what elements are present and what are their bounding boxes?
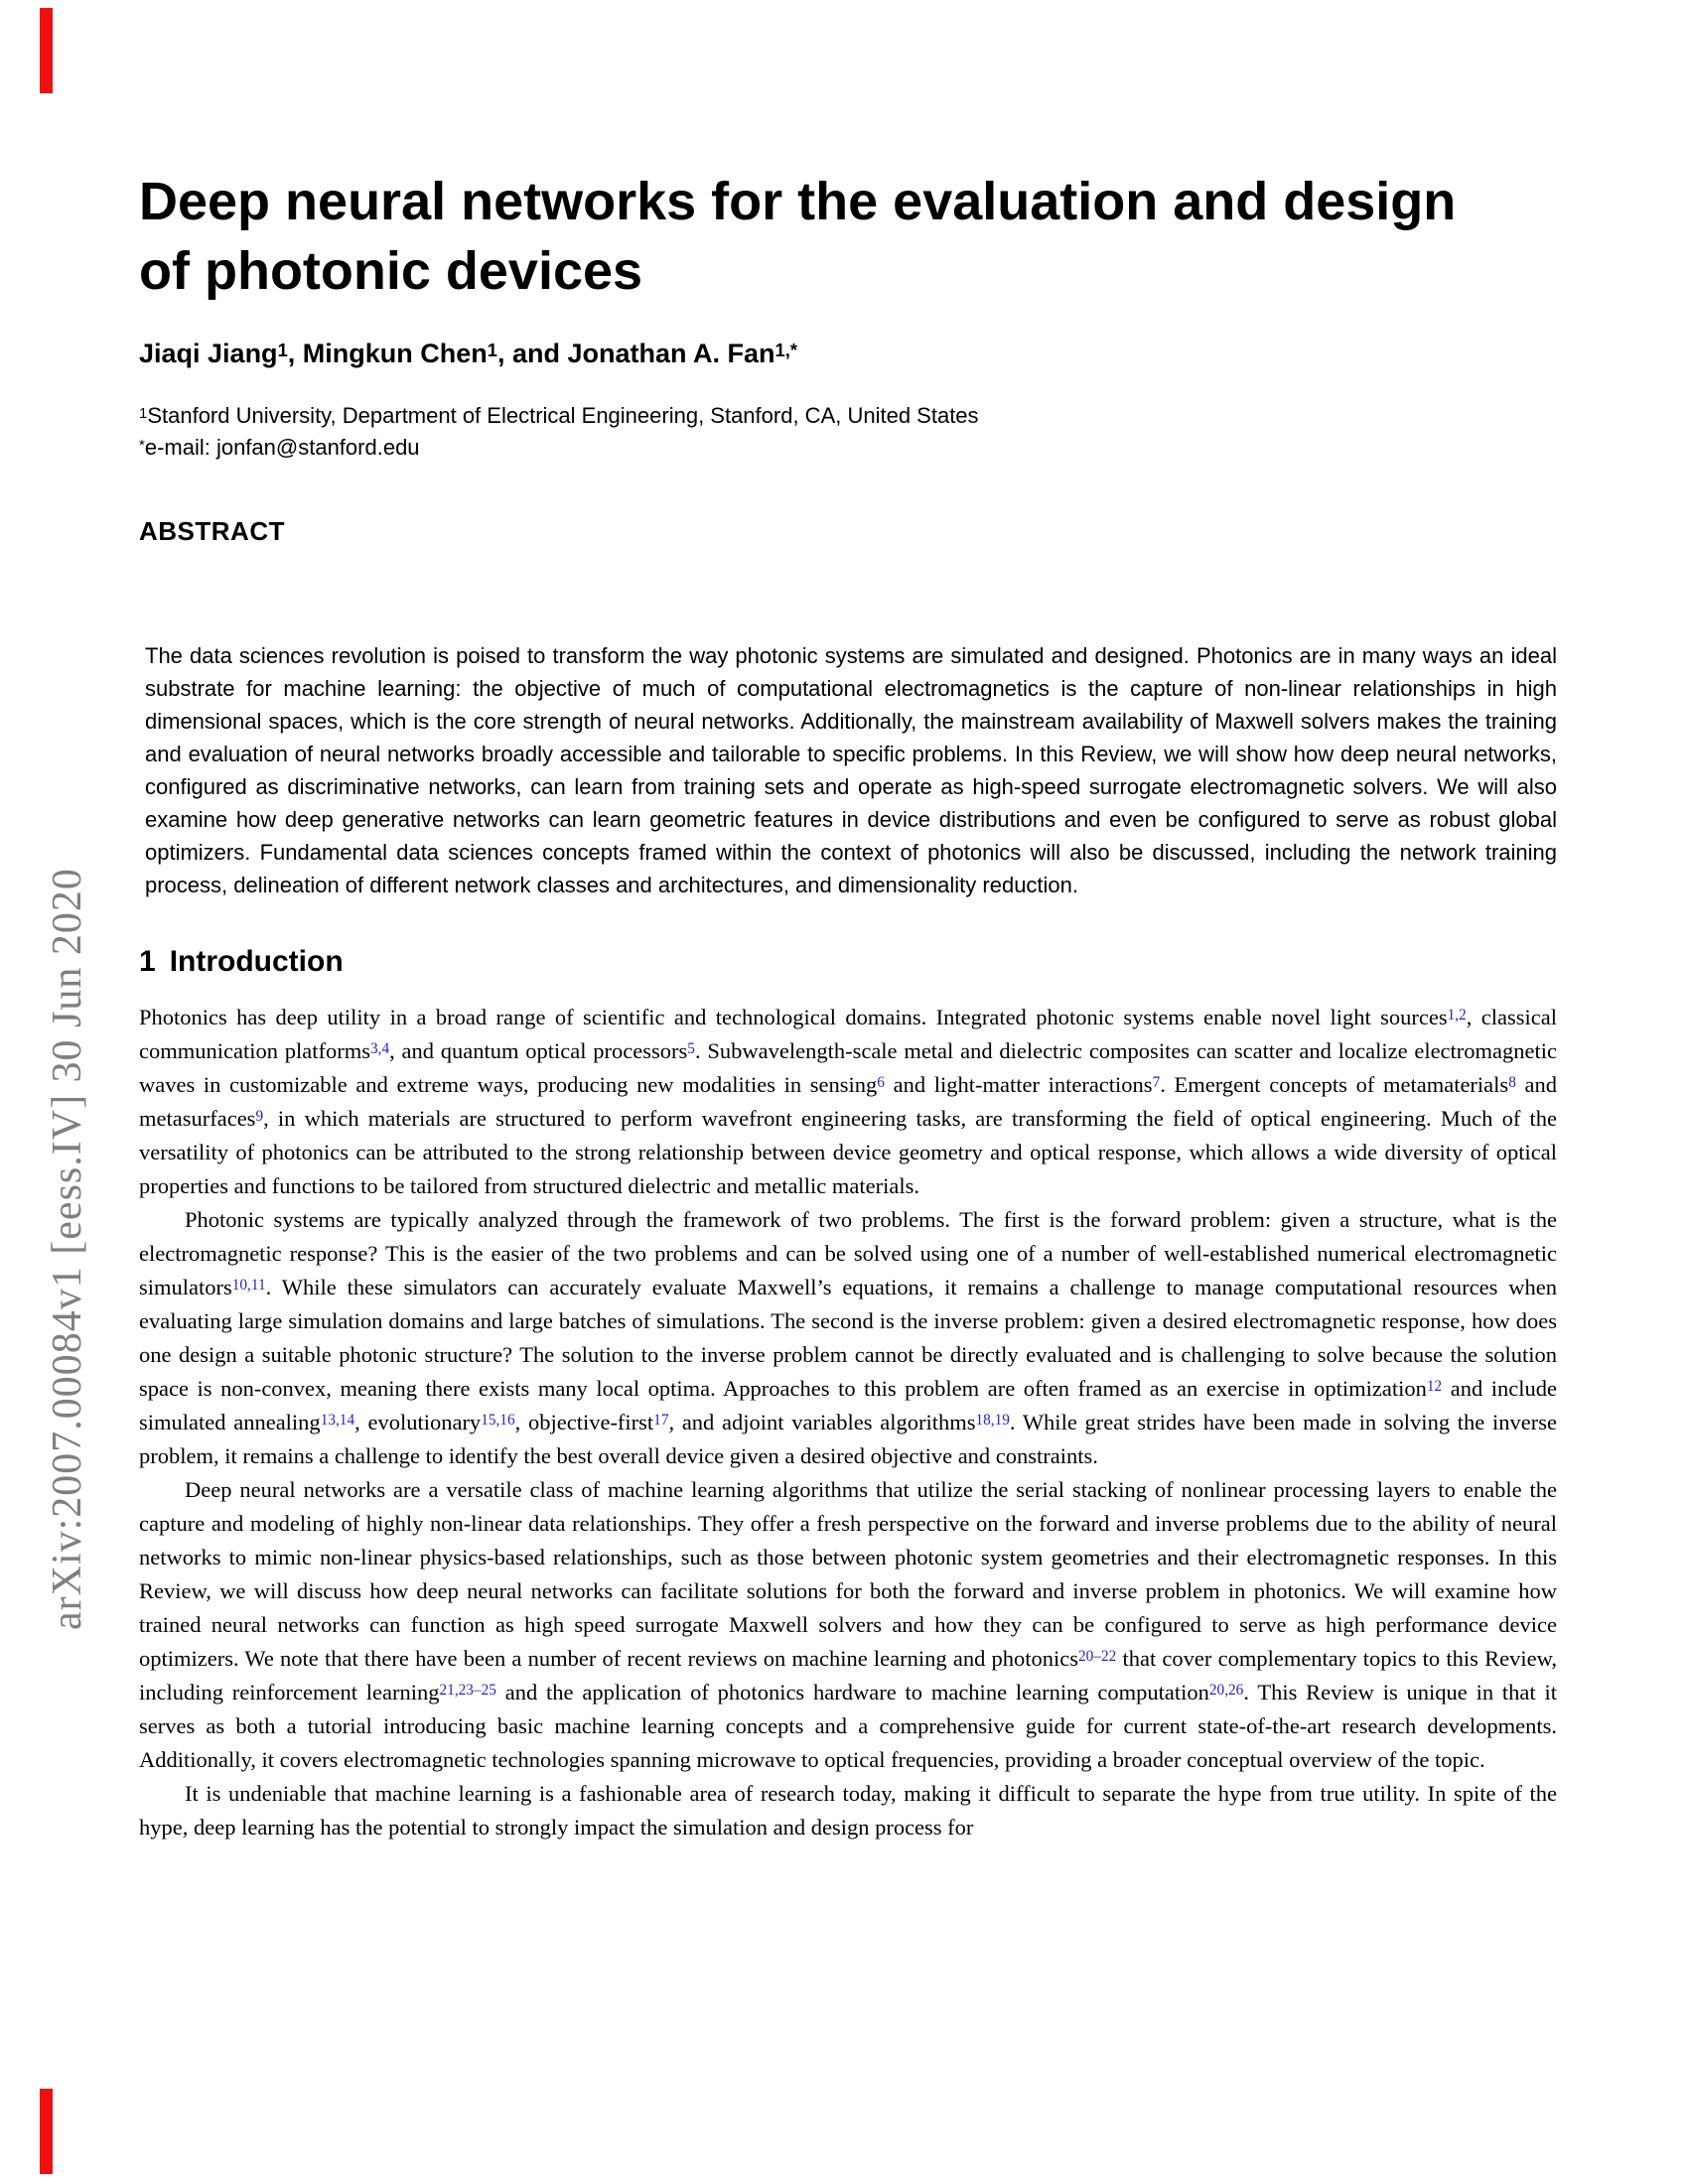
citation-ref[interactable]: 9 [255, 1107, 264, 1125]
red-margin-mark-bottom [40, 2089, 53, 2174]
citation-ref[interactable]: 6 [877, 1073, 885, 1091]
title-line-1: Deep neural networks for the evaluation and design [139, 172, 1457, 231]
citation-ref[interactable]: 10,11 [231, 1276, 266, 1294]
title-line-2: of photonic devices [139, 241, 643, 301]
affiliation-marker: 1 [139, 404, 148, 422]
citation-ref[interactable]: 13,14 [320, 1411, 355, 1429]
citation-ref[interactable]: 7 [1152, 1073, 1161, 1091]
citation-ref[interactable]: 3,4 [369, 1039, 390, 1057]
citation-ref[interactable]: 18,19 [975, 1411, 1010, 1429]
section-number: 1 [139, 945, 156, 978]
citation-ref[interactable]: 20,26 [1208, 1681, 1244, 1699]
intro-paragraph-3: Deep neural networks are a versatile class of machine learning algorithms that utilize the serial stacking of nonlinear processing layers to enable the capture and modeling of highly non-linear data relationships. They offer a fresh perspective on the forward and inverse problems due to the ability of neural networks to mimic non-linear physics-based relationships, such as those between photonic system geometries and their electromagnetic responses. In this Review, we will discuss how deep neural networks can facilitate solutions for both the forward and inverse problem in photonics. We will examine how trained neural networks can function as high speed surrogate Maxwell solvers and how they can be configured to serve as high performance device optimizers. We note that there have been a number of recent reviews on machine learning and photonics$^{20-22}$ that cover complementary topics to this Review, including reinforcement learning$^{21,23-25}$ and the application of photonics hardware to machine learning computation$^{20,26}$. This Review is unique in that it serves as both a tutorial introducing basic machine learning concepts and a comprehensive guide for current state-of-the-art research developments. Additionally, it covers electromagnetic technologies spanning microwave to optical frequencies, providing a broader conceptual overview of the topic. [139, 1477, 1557, 1772]
citation-ref[interactable]: 20–22 [1078, 1647, 1117, 1665]
affiliation-marker: 1 [277, 339, 288, 360]
intro-paragraph-4: It is undeniable that machine learning is a fashionable area of research today, making it difficult to separate the hype from true utility. In spite of the hype, deep learning has the potential to strongly impact the simulation and design process for [139, 1781, 1557, 1840]
section-heading-introduction [139, 945, 1557, 979]
citation-ref[interactable]: 21,23–25 [439, 1681, 496, 1699]
email-line: *e-mail: jonfan@stanford.edu [139, 435, 420, 460]
authors-line: Jiaqi Jiang$^1$, Mingkun Chen$^1$, and Jonathan A. Fan$^{1,*}$ [139, 339, 797, 368]
introduction-body [139, 1001, 1557, 1844]
citation-ref[interactable]: 17 [653, 1411, 669, 1429]
section-title: Introduction [169, 945, 344, 978]
paper-title [139, 167, 1557, 306]
affiliation-line: $^1$Stanford University, Department of Electrical Engineering, Stanford, CA, United States [139, 403, 979, 428]
abstract-text: The data sciences revolution is poised to transform the way photonic systems are simulated and designed. Photonics are in many ways an ideal substrate for machine learning: the objective of much of computational electromagnetics is the capture of non-linear relationships in high dimensional spaces, which is the core strength of neural networks. Additionally, the mainstream availability of Maxwell solvers makes the training and evaluation of neural networks broadly accessible and tailorable to specific problems. In this Review, we will show how deep neural networks, configured as discriminative networks, can learn from training sets and operate as high-speed surrogate electromagnetic solvers. We will also examine how deep generative networks can learn geometric features in device distributions and even be configured to serve as robust global optimizers. Fundamental data sciences concepts framed within the context of photonics will also be discussed, including the network training process, delineation of different network classes and architectures, and dimensionality reduction. [145, 643, 1557, 897]
intro-paragraph-2: Photonic systems are typically analyzed through the framework of two problems. The first is the forward problem: given a structure, what is the electromagnetic response? This is the easier of the two problems and can be solved using one of a number of well-established numerical electromagnetic simulators$^{10,11}$. While these simulators can accurately evaluate Maxwell’s equations, it remains a challenge to manage computational resources when evaluating large simulation domains and large batches of simulations. The second is the inverse problem: given a desired electromagnetic response, how does one design a suitable photonic structure? The solution to the inverse problem cannot be directly evaluated and is challenging to solve because the solution space is non-convex, meaning there exists many local optima. Approaches to this problem are often framed as an exercise in optimization$^{12}$ and include simulated annealing$^{13,14}$, evolutionary$^{15,16}$, objective-first$^{17}$, and adjoint variables algorithms$^{18,19}$. While great strides have been made in solving the inverse problem, it remains a challenge to identify the best overall device given a desired objective and constraints. [139, 1207, 1558, 1468]
paper-content [139, 167, 1557, 1844]
citation-ref[interactable]: 8 [1508, 1073, 1516, 1091]
affiliation-marker: 1,* [774, 339, 797, 360]
citation-ref[interactable]: 5 [687, 1039, 695, 1057]
arxiv-watermark: arXiv:2007.00084v1 [eess.IV] 30 Jun 2020 [45, 868, 90, 1630]
intro-paragraph-1: Photonics has deep utility in a broad range of scientific and technological domains. Integrated photonic systems enable novel light sources$^{1,2}$, classical communication platforms$^{3,4}$, and quantum optical processors$^5$. Subwavelength-scale metal and dielectric composites can scatter and localize electromagnetic waves in customizable and extreme ways, producing new modalities in sensing$^6$ and light-matter interactions$^7$. Emergent concepts of metamaterials$^8$ and metasurfaces$^9$, in which materials are structured to perform wavefront engineering tasks, are transforming the field of optical engineering. Much of the versatility of photonics can be attributed to the strong relationship between device geometry and optical response, which allows a wide diversity of optical properties and functions to be tailored from structured dielectric and metallic materials. [139, 1005, 1557, 1198]
citation-ref[interactable]: 1,2 [1447, 1006, 1467, 1024]
abstract-heading: ABSTRACT [139, 516, 285, 546]
citation-ref[interactable]: 12 [1426, 1377, 1443, 1395]
affiliation-marker: * [139, 436, 145, 454]
citation-ref[interactable]: 15,16 [481, 1411, 515, 1429]
red-margin-mark-top [40, 8, 53, 93]
affiliation-marker: 1 [487, 339, 497, 360]
